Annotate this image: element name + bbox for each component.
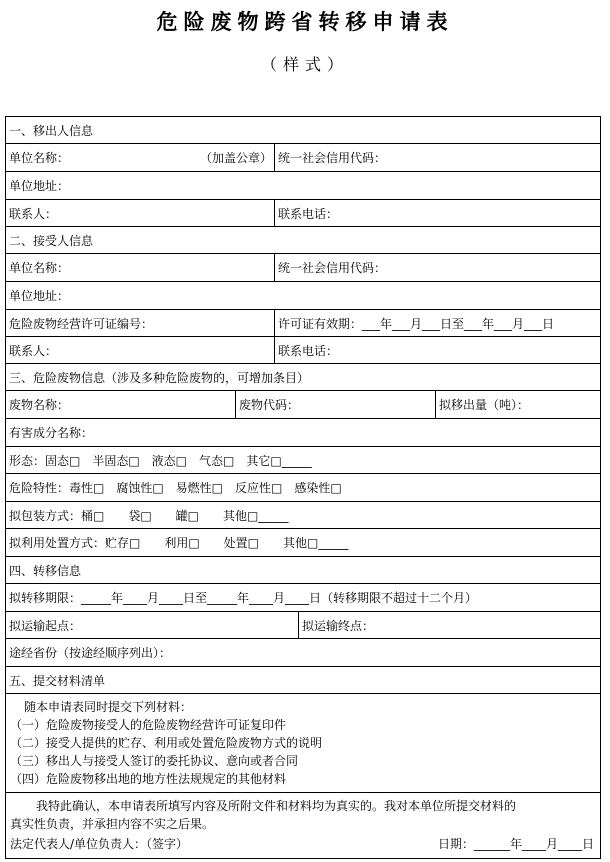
transfer-period-field[interactable]: 拟转移期限：_____年____月____日至_____年____月____日（转移期限不超过十二个月） xyxy=(9,591,478,605)
declaration-line-1: 我特此确认，本申请表所填写内容及所附文件和材料均为真实的。我对本单位所提交材料的 xyxy=(36,799,517,813)
transport-destination-field[interactable]: 拟运输终点： xyxy=(298,612,600,638)
materials-item: （四）危险废物移出地的地方性法规规定的其他材料 xyxy=(10,772,287,786)
waste-id-row xyxy=(6,391,600,419)
hazard-components-field[interactable]: 有害成分名称： xyxy=(9,426,94,440)
utilization-options[interactable]: 拟利用处置方式：贮存□ 利用□ 处置□ 其他□_____ xyxy=(9,536,349,550)
transferor-contact-field[interactable]: 联系人： xyxy=(9,206,58,221)
transferor-unit-name-field[interactable] xyxy=(6,144,274,171)
application-form xyxy=(5,116,601,859)
receiver-address-field[interactable]: 单位地址： xyxy=(9,289,70,303)
section-title: 五、提交材料清单 xyxy=(9,673,106,688)
section-header-receiver xyxy=(6,227,600,254)
hazard-components-row xyxy=(6,419,600,447)
transferor-phone-field[interactable]: 联系电话： xyxy=(274,200,600,226)
date-field[interactable]: 日期：______年____月____日 xyxy=(437,837,594,851)
waste-form-options[interactable]: 形态：固态□ 半固态□ 液态□ 气态□ 其它□_____ xyxy=(9,453,312,468)
waste-form-row xyxy=(6,447,600,474)
transferor-contact-row xyxy=(6,200,600,227)
materials-item: （一）危险废物接受人的危险废物经营许可证复印件 xyxy=(10,718,287,732)
declaration-line-2: 真实性负责，并承担内容不实之后果。 xyxy=(10,817,215,831)
declaration-block xyxy=(6,793,600,860)
license-number-field[interactable]: 危险废物经营许可证编号： xyxy=(9,316,154,331)
transferor-name-row xyxy=(6,144,600,172)
section-header-waste xyxy=(6,364,600,391)
receiver-name-row xyxy=(6,254,600,282)
form-subtitle: （样式） xyxy=(260,55,349,74)
materials-item: （二）接受人提供的贮存、利用或处置危险废物方式的说明 xyxy=(10,736,323,750)
transfer-period-row xyxy=(6,584,600,612)
route-provinces-field[interactable]: 途经省份（按途经顺序列出）： xyxy=(9,646,172,660)
receiver-phone-field[interactable]: 联系电话： xyxy=(274,337,600,363)
license-validity-field[interactable]: 许可证有效期：___年___月___日至___年___月___日 xyxy=(274,310,600,336)
transferor-credit-code-field[interactable]: 统一社会信用代码： xyxy=(274,144,600,171)
transport-origin-field[interactable]: 拟运输起点： xyxy=(9,618,82,633)
signature-field[interactable]: 法定代表人/单位负责人：（签字） xyxy=(10,837,189,851)
hazard-property-row xyxy=(6,474,600,502)
transferor-address-field[interactable]: 单位地址： xyxy=(9,179,70,193)
section-title: 一、移出人信息 xyxy=(9,123,94,138)
section-header-transfer xyxy=(6,557,600,584)
section-title: 二、接受人信息 xyxy=(9,233,94,248)
form-title: 危险废物跨省转移申请表 xyxy=(156,10,454,34)
receiver-contact-row xyxy=(6,337,600,364)
field-label: 单位名称： xyxy=(9,151,70,165)
route-row xyxy=(6,639,600,667)
packaging-row xyxy=(6,502,600,529)
transport-points-row xyxy=(6,612,600,639)
receiver-license-row xyxy=(6,310,600,337)
materials-intro: 随本申请表同时提交下列材料： xyxy=(24,700,193,714)
receiver-address-row xyxy=(6,282,600,310)
receiver-unit-name-field[interactable]: 单位名称： xyxy=(9,261,70,275)
utilization-row xyxy=(6,529,600,557)
section-header-materials xyxy=(6,667,600,694)
receiver-contact-field[interactable]: 联系人： xyxy=(9,343,58,358)
packaging-options[interactable]: 拟包装方式：桶□ 袋□ 罐□ 其他□_____ xyxy=(9,508,289,523)
transferor-address-row xyxy=(6,172,600,200)
section-header-transferor xyxy=(6,117,600,144)
hazard-property-options[interactable]: 危险特性：毒性□ 腐蚀性□ 易燃性□ 反应性□ 感染性□ xyxy=(9,481,342,495)
waste-code-field[interactable]: 废物代码： xyxy=(235,391,435,418)
section-title: 三、危险废物信息（涉及多种危险废物的，可增加条目） xyxy=(9,370,310,385)
waste-name-field[interactable]: 废物名称： xyxy=(9,398,70,412)
waste-amount-field[interactable]: 拟移出量（吨）： xyxy=(435,391,600,418)
materials-list-row xyxy=(6,694,600,793)
receiver-credit-code-field[interactable]: 统一社会信用代码： xyxy=(274,254,600,281)
section-title: 四、转移信息 xyxy=(9,563,82,578)
seal-note: （加盖公章） xyxy=(199,151,272,165)
materials-item: （三）移出人与接受人签订的委托协议、意向或者合同 xyxy=(10,754,299,768)
